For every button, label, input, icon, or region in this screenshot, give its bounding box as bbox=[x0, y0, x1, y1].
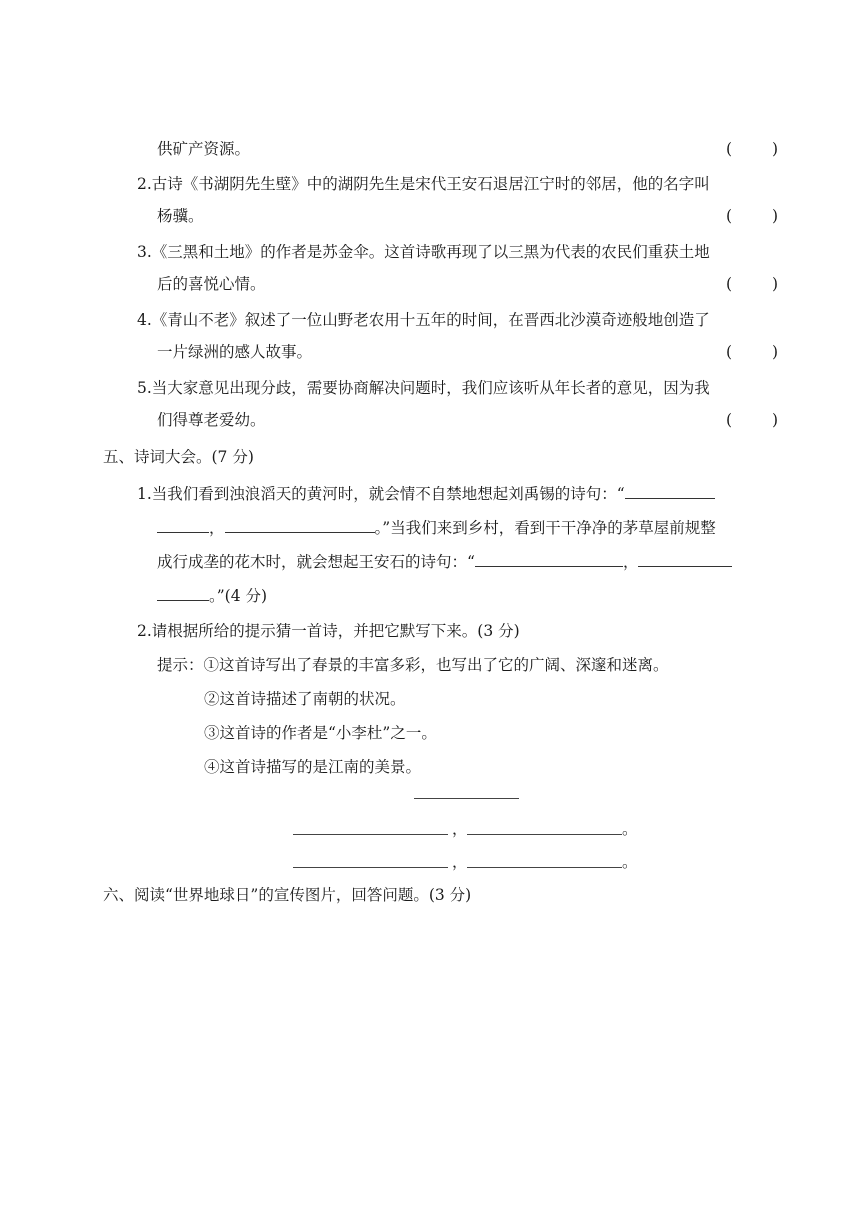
item-2-line-2: 杨骥。 bbox=[157, 207, 204, 225]
poem-title-blank[interactable] bbox=[414, 798, 519, 799]
hint-line-2: ②这首诗描述了南朝的状况。 bbox=[204, 690, 406, 708]
poem-line-2-period: 。 bbox=[622, 853, 638, 871]
poem-line-1-period: 。 bbox=[622, 820, 638, 838]
q1-line-2: ， 。”当我们来到乡村，看到干干净净的茅草屋前规整 bbox=[157, 516, 716, 539]
item-3-line-2: 后的喜悦心情。 bbox=[157, 275, 266, 293]
item-5-line-1: 5.当大家意见出现分歧，需要协商解决问题时，我们应该听从年长者的意见，因为我 bbox=[137, 379, 710, 397]
q2-prompt: 2.请根据所给的提示猜一首诗，并把它默写下来。(3 分) bbox=[137, 622, 520, 640]
hint-line-1: 提示：①这首诗写出了春景的丰富多彩，也写出了它的广阔、深邃和迷离。 bbox=[157, 656, 669, 674]
poem-line-2-blank-b[interactable] bbox=[467, 867, 622, 868]
section-6-heading: 六、阅读“世界地球日”的宣传图片，回答问题。(3 分) bbox=[103, 886, 472, 904]
poem-line-2-comma: ， bbox=[452, 853, 468, 871]
answer-paren-5[interactable]: ( ) bbox=[726, 411, 778, 429]
blank-1[interactable] bbox=[625, 482, 715, 499]
blank-3[interactable] bbox=[475, 550, 623, 567]
answer-paren-1[interactable]: ( ) bbox=[726, 140, 778, 158]
q1-line-3: 成行成垄的花木时，就会想起王安石的诗句：“ ， bbox=[157, 550, 732, 573]
q1-line-4: 。”(4 分) bbox=[157, 584, 267, 607]
q1-line-1: 1.当我们看到浊浪滔天的黄河时，就会情不自禁地想起刘禹锡的诗句：“ bbox=[137, 482, 715, 505]
hint-line-3: ③这首诗的作者是“小李杜”之一。 bbox=[204, 724, 437, 742]
item-4-line-2: 一片绿洲的感人故事。 bbox=[157, 343, 313, 361]
item-1-continuation: 供矿产资源。 bbox=[157, 140, 251, 158]
poem-line-1-blank-a[interactable] bbox=[293, 834, 448, 835]
blank-4[interactable] bbox=[638, 550, 732, 567]
answer-paren-4[interactable]: ( ) bbox=[726, 343, 778, 361]
section-5-heading: 五、诗词大会。(7 分) bbox=[103, 448, 254, 466]
answer-paren-3[interactable]: ( ) bbox=[726, 275, 778, 293]
blank-2[interactable] bbox=[225, 516, 375, 533]
answer-paren-2[interactable]: ( ) bbox=[726, 207, 778, 225]
poem-line-2-blank-a[interactable] bbox=[293, 867, 448, 868]
poem-line-1-blank-b[interactable] bbox=[467, 834, 622, 835]
item-5-line-2: 们得尊老爱幼。 bbox=[157, 411, 266, 429]
poem-line-1-comma: ， bbox=[452, 820, 468, 838]
item-4-line-1: 4.《青山不老》叙述了一位山野老农用十五年的时间，在晋西北沙漠奇迹般地创造了 bbox=[137, 311, 710, 329]
hint-line-4: ④这首诗描写的是江南的美景。 bbox=[204, 758, 422, 776]
item-3-line-1: 3.《三黑和土地》的作者是苏金伞。这首诗歌再现了以三黑为代表的农民们重获土地 bbox=[137, 243, 710, 261]
blank-4-cont[interactable] bbox=[157, 584, 209, 601]
blank-1-cont[interactable] bbox=[157, 516, 209, 533]
item-2-line-1: 2.古诗《书湖阴先生壁》中的湖阴先生是宋代王安石退居江宁时的邻居，他的名字叫 bbox=[137, 175, 710, 193]
